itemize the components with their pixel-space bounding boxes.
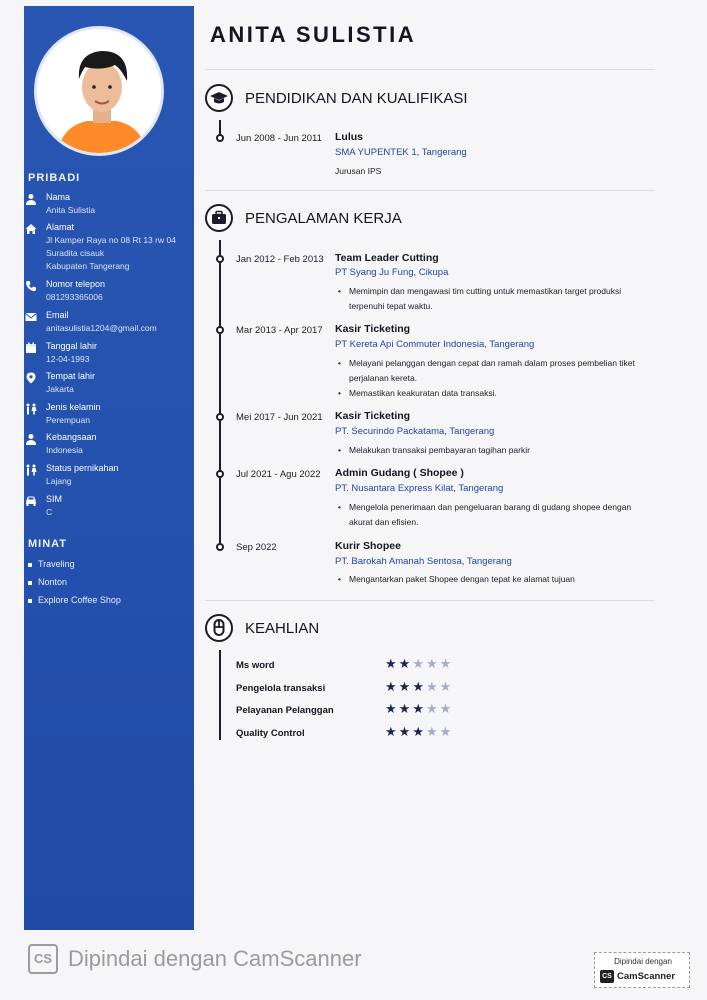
field-email-value: anitasulistia1204@gmail.com <box>46 323 157 333</box>
education-title: PENDIDIKAN DAN KUALIFIKASI <box>245 90 468 107</box>
skills-title: KEAHLIAN <box>245 620 320 637</box>
star-empty-icon: ★ <box>439 656 454 671</box>
star-empty-icon: ★ <box>439 679 454 694</box>
field-name-label: Nama <box>46 192 71 202</box>
skill-name: Quality Control <box>236 728 305 739</box>
camscanner-badge-name: CamScanner <box>617 971 676 982</box>
star-filled-icon: ★ <box>385 679 399 694</box>
field-name-value: Anita Sulistia <box>46 205 96 215</box>
job-company: PT. Securindo Packatama, Tangerang <box>335 426 495 437</box>
job-bullet: • Mengelola penerimaan dan pengeluaran barang di gudang shopee dengan akurat dan efisien. <box>338 500 656 530</box>
education-role: Lulus <box>335 131 363 143</box>
gender-icon <box>25 403 37 415</box>
timeline-dot <box>216 255 224 263</box>
skill-rating <box>385 679 453 695</box>
skills-icon-circle <box>205 614 233 642</box>
field-birthplace-label: Tempat lahir <box>46 371 96 381</box>
job-bullet: • Melakukan transaksi pembayaran tagihan parkir <box>338 443 656 458</box>
divider <box>205 190 655 191</box>
star-filled-icon: ★ <box>398 656 413 671</box>
job-company: PT Syang Ju Fung, Cikupa <box>335 267 449 278</box>
field-birthplace-value: Jakarta <box>46 384 74 394</box>
interest-label: Traveling <box>38 559 75 569</box>
job-date: Sep 2022 <box>236 542 277 553</box>
skill-name: Pengelola transaksi <box>236 683 326 694</box>
star-filled-icon: ★ <box>398 724 413 739</box>
person-icon <box>25 193 37 205</box>
calendar-icon <box>25 342 37 354</box>
field-birthdate-value: 12-04-1993 <box>46 354 90 364</box>
field-address-line-2: Suradita cisauk <box>46 248 105 258</box>
star-filled-icon: ★ <box>412 724 426 739</box>
job-title: Team Leader Cutting <box>335 252 439 264</box>
home-icon <box>25 223 37 235</box>
interest-item <box>28 577 67 587</box>
timeline-dot <box>216 413 224 421</box>
star-empty-icon: ★ <box>425 724 440 739</box>
timeline-dot <box>216 470 224 478</box>
camscanner-text: Dipindai dengan CamScanner <box>68 946 362 971</box>
star-empty-icon: ★ <box>425 701 440 716</box>
profile-photo <box>34 26 164 156</box>
field-address-line-3: Kabupaten Tangerang <box>46 261 130 271</box>
job-bullet: • Memastikan keakuratan data transaksi. <box>338 386 656 401</box>
field-gender-label: Jenis kelamin <box>46 402 101 412</box>
bullet-square-icon <box>28 581 32 585</box>
timeline-dot <box>216 326 224 334</box>
star-filled-icon: ★ <box>398 701 413 716</box>
job-company: PT. Nusantara Express Kilat, Tangerang <box>335 483 504 494</box>
interest-item <box>28 559 75 569</box>
field-nationality-label: Kebangsaan <box>46 432 97 442</box>
interest-label: Explore Coffee Shop <box>38 595 121 605</box>
field-nationality-value: Indonesia <box>46 445 83 455</box>
camscanner-badge <box>594 952 690 988</box>
personal-section-title: PRIBADI <box>28 172 81 184</box>
sidebar <box>24 6 194 930</box>
star-empty-icon: ★ <box>425 679 440 694</box>
mouse-icon <box>207 616 231 640</box>
star-empty-icon: ★ <box>439 724 454 739</box>
field-address-line-1: Jl Kamper Raya no 08 Rt 13 rw 04 <box>46 235 176 245</box>
skill-name: Ms word <box>236 660 275 671</box>
phone-icon <box>25 280 37 292</box>
graduation-cap-icon <box>207 86 231 110</box>
job-bullet: • Memimpin dan mengawasi tim cutting untuk memastikan target produksi terpenuhi tepat waktu. <box>338 284 656 314</box>
divider <box>205 600 655 601</box>
skill-rating <box>385 701 453 717</box>
star-filled-icon: ★ <box>385 724 399 739</box>
field-birthdate-label: Tanggal lahir <box>46 341 98 351</box>
experience-title: PENGALAMAN KERJA <box>245 210 402 227</box>
timeline-line <box>219 240 221 548</box>
field-license-label: SIM <box>46 494 63 504</box>
field-gender-value: Perempuan <box>46 415 90 425</box>
star-empty-icon: ★ <box>425 656 440 671</box>
car-icon <box>25 495 37 507</box>
job-company: PT Kereta Api Commuter Indonesia, Tangerang <box>335 339 535 350</box>
bullet-square-icon <box>28 563 32 567</box>
star-filled-icon: ★ <box>385 701 399 716</box>
job-date: Mar 2013 - Apr 2017 <box>236 325 323 336</box>
candidate-name: ANITA SULISTIA <box>210 22 417 47</box>
camscanner-logo: CS <box>28 944 58 974</box>
timeline-dot <box>216 543 224 551</box>
star-filled-icon: ★ <box>398 679 413 694</box>
divider <box>205 69 655 70</box>
job-date: Jan 2012 - Feb 2013 <box>236 254 324 265</box>
interests-section-title: MINAT <box>28 538 68 550</box>
location-pin-icon <box>25 372 37 384</box>
flag-icon <box>25 433 37 445</box>
timeline-line <box>219 650 221 740</box>
field-phone-label: Nomor telepon <box>46 279 106 289</box>
star-empty-icon: ★ <box>412 656 426 671</box>
star-empty-icon: ★ <box>439 701 454 716</box>
job-bullet: • Mengantarkan paket Shopee dengan tepat ke alamat tujuan <box>338 572 656 587</box>
education-date: Jun 2008 - Jun 2011 <box>236 133 322 144</box>
field-address-label: Alamat <box>46 222 75 232</box>
briefcase-icon <box>207 206 231 230</box>
timeline-dot <box>216 134 224 142</box>
job-bullet: • Melayani pelanggan dengan cepat dan ramah dalam proses pembelian tiket perjalanan kereta. <box>338 356 656 386</box>
couple-icon <box>25 464 37 476</box>
star-filled-icon: ★ <box>385 656 399 671</box>
education-major: Jurusan IPS <box>335 166 382 176</box>
star-filled-icon: ★ <box>412 679 426 694</box>
job-company: PT. Barokah Amanah Sentosa, Tangerang <box>335 556 512 567</box>
education-school: SMA YUPENTEK 1, Tangerang <box>335 147 467 158</box>
portrait-image <box>37 29 164 156</box>
job-title: Kasir Ticketing <box>335 410 411 422</box>
skill-name: Pelayanan Pelanggan <box>236 705 334 716</box>
star-filled-icon: ★ <box>412 701 426 716</box>
field-marital-status-label: Status pernikahan <box>46 463 119 473</box>
skill-rating <box>385 724 453 740</box>
interest-label: Nonton <box>38 577 68 587</box>
field-license-value: C <box>46 507 53 517</box>
job-title: Admin Gudang ( Shopee ) <box>335 467 464 479</box>
interest-item <box>28 595 121 605</box>
job-title: Kurir Shopee <box>335 540 401 552</box>
job-date: Mei 2017 - Jun 2021 <box>236 412 323 423</box>
education-icon-circle <box>205 84 233 112</box>
camscanner-badge-caption: Dipindai dengan <box>614 957 672 966</box>
bullet-square-icon <box>28 599 32 603</box>
experience-icon-circle <box>205 204 233 232</box>
field-email-label: Email <box>46 310 69 320</box>
mail-icon <box>25 311 37 323</box>
field-marital-status-value: Lajang <box>46 476 72 486</box>
job-date: Jul 2021 - Agu 2022 <box>236 469 321 480</box>
job-title: Kasir Ticketing <box>335 323 411 335</box>
camscanner-badge-logo: CS <box>600 970 614 983</box>
field-phone-value: 081293365006 <box>46 292 103 302</box>
skill-rating <box>385 656 453 672</box>
